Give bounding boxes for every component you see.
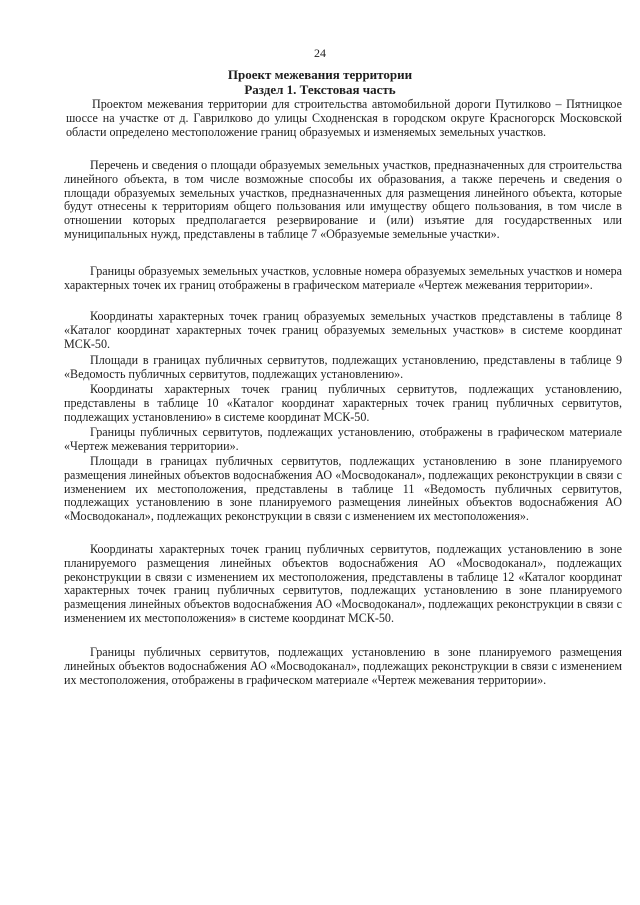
heading-block (0, 67, 640, 97)
paragraph-land-plots-list: Перечень и сведения о площади образуемых земельных участков, предназначенных для строительства линейного объекта, в том числе возможные способы их образования, а также перечень и сведения о площади образуемых земельных участков, предназначенных для размещения линейного объекта, которые будут отнесены к территориям общего пользования или имуществу общего пользования, в том числе в отношении которых предполагается резервирование и (или) изъятие для государственных или муниципальных нужд, представлены в таблице 7 «Образуемые земельные участки». (64, 158, 622, 241)
paragraph-servitude-areas: Площади в границах публичных сервитутов, подлежащих установлению, представлены в таблице 9 «Ведомость публичных сервитутов, подлежащих установлению». (64, 353, 622, 381)
paragraph-water-servitude-boundaries: Границы публичных сервитутов, подлежащих установлению в зоне планируемого размещения линейных объектов водоснабжения АО «Мосводоканал», подлежащих реконструкции в связи с изменением их местоположения, отображены в графическом материале «Чертеж межевания территории». (64, 645, 622, 687)
paragraph-water-servitude-coordinates: Координаты характерных точек границ публичных сервитутов, подлежащих установлению в зоне планируемого размещения линейных объектов водоснабжения АО «Мосводоканал», подлежащих реконструкции в связи с изменением их местоположения, представлены в таблице 12 «Каталог координат характерных точек границ публичных сервитутов, подлежащих установлению в зоне планируемого размещения линейных объектов водоснабжения АО «Мосводоканал», подлежащих реконструкции в связи с изменением их местоположения» в системе координат МСК-50. (64, 542, 622, 625)
paragraph-intro: Проектом межевания территории для строительства автомобильной дороги Путилково – Пятницкое шоссе на участке от д. Гаврилково до улицы Сходненская в городском округе Красногорск Московской области определено местоположение границ образуемых и изменяемых земельных участков. (66, 97, 622, 139)
section-title: Раздел 1. Текстовая часть (244, 82, 396, 97)
paragraph-servitude-coordinates: Координаты характерных точек границ публичных сервитутов, подлежащих установлению, представлены в таблице 10 «Каталог координат характерных точек границ публичных сервитутов, подлежащих установлению» в системе координат МСК-50. (64, 382, 622, 424)
paragraph-land-plots-coordinates: Координаты характерных точек границ образуемых земельных участков представлены в таблице 8 «Каталог координат характерных точек границ образуемых земельных участков» в системе координат МСК-50. (64, 309, 622, 351)
paragraph-servitude-boundaries: Границы публичных сервитутов, подлежащих установлению, отображены в графическом материале «Чертеж межевания территории». (64, 425, 622, 453)
document-title: Проект межевания территории (227, 67, 413, 82)
page-number: 24 (314, 46, 326, 60)
paragraph-land-plots-boundaries: Границы образуемых земельных участков, условные номера образуемых земельных участков и номера характерных точек их границ отображены в графическом материале «Чертеж межевания территории». (64, 264, 622, 292)
paragraph-water-servitude-areas: Площади в границах публичных сервитутов, подлежащих установлению в зоне планируемого размещения линейных объектов водоснабжения АО «Мосводоканал», подлежащих реконструкции в связи с изменением их местоположения, представлены в таблице 11 «Ведомость публичных сервитутов, подлежащих установлению в зоне планируемого размещения линейных объектов водоснабжения АО «Мосводоканал», подлежащих реконструкции в связи с изменением их местоположения». (64, 454, 622, 524)
